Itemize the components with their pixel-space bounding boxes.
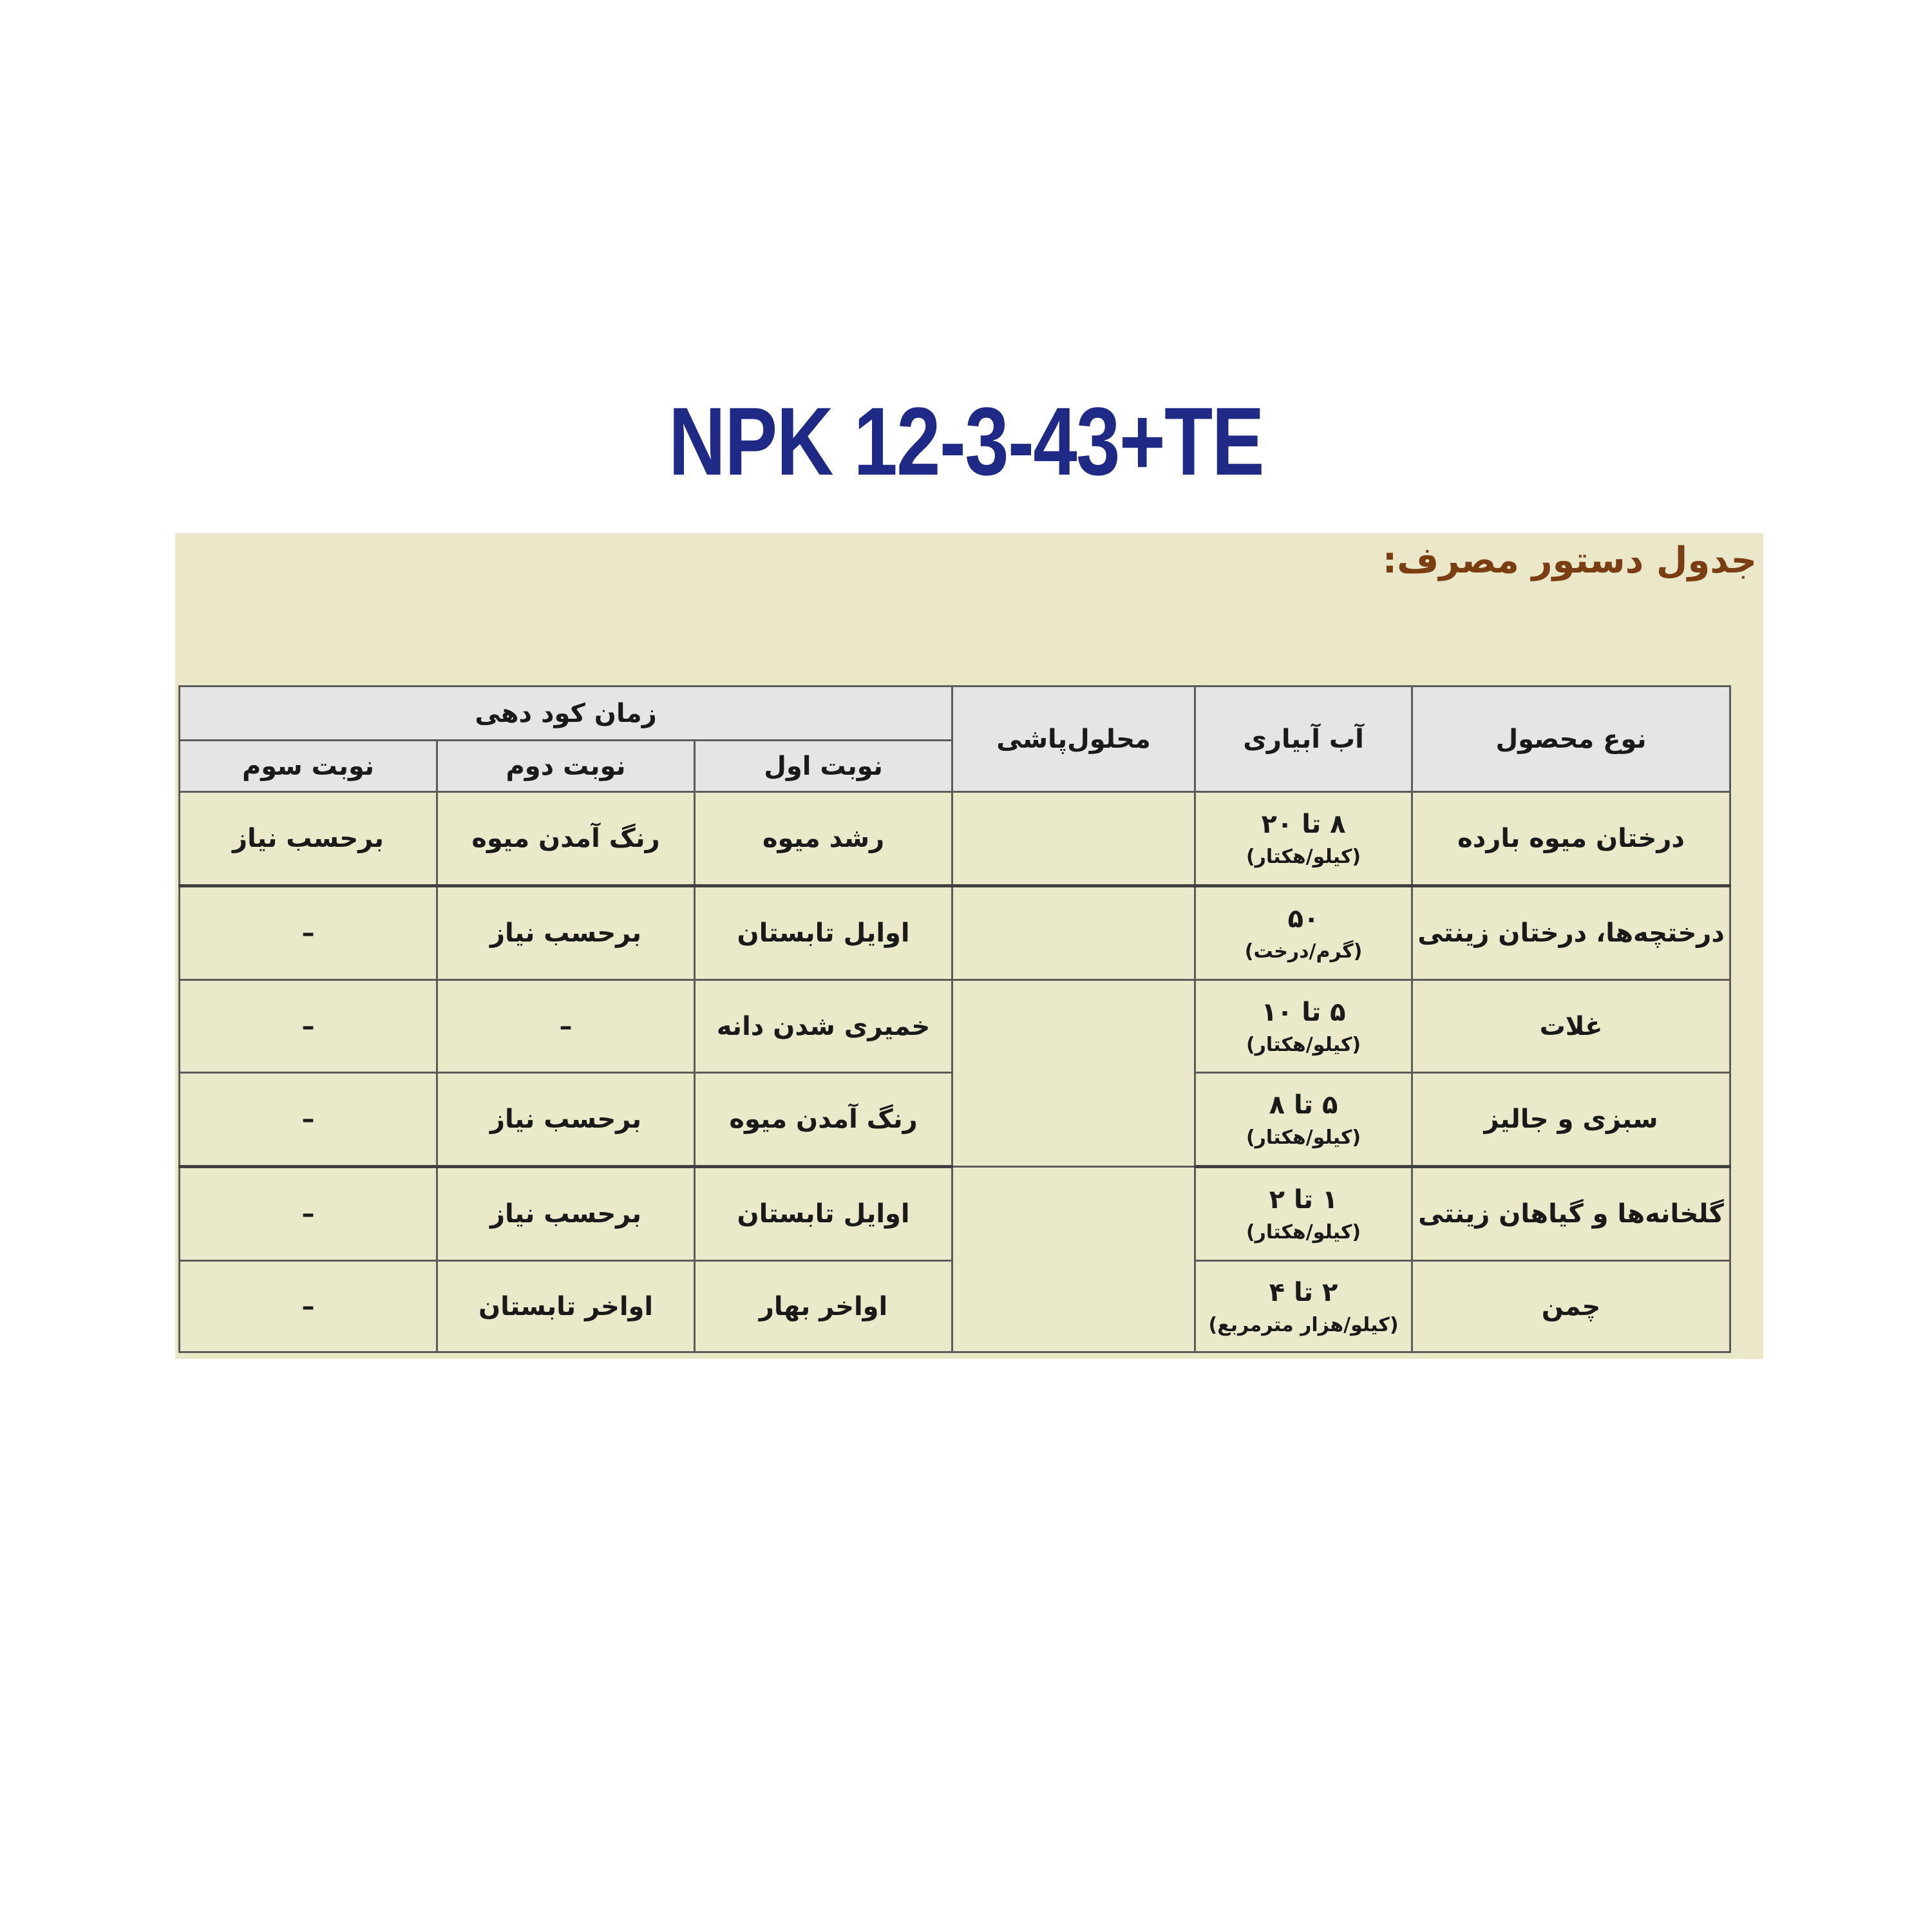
table-row — [180, 792, 1730, 886]
third-round-cell: – — [180, 980, 437, 1073]
header-second-round: نوبت دوم — [437, 741, 695, 792]
foliar-cell — [952, 1167, 1195, 1352]
rate-value: ۱ تا ۲ — [1269, 1185, 1338, 1215]
header-product-type: نوع محصول — [1412, 687, 1730, 792]
product-title: NPK 12-3-43+TE — [668, 387, 1264, 495]
second-round-cell: برحسب نیاز — [437, 1073, 695, 1167]
first-round-cell: اواخر بهار — [695, 1261, 952, 1352]
header-third-round: نوبت سوم — [180, 741, 437, 792]
table-row — [180, 1167, 1730, 1261]
foliar-cell — [952, 792, 1195, 886]
header-first-round: نوبت اول — [695, 741, 952, 792]
header-foliar: محلول‌پاشی — [952, 687, 1195, 792]
third-round-cell: برحسب نیاز — [180, 792, 437, 886]
second-round-cell: – — [437, 980, 695, 1073]
third-round-cell: – — [180, 886, 437, 980]
rate-unit: (گرم/درخت) — [1244, 940, 1363, 963]
irrigation-rate-cell — [1195, 1261, 1412, 1352]
irrigation-rate-cell — [1195, 1167, 1412, 1261]
first-round-cell: اوایل تابستان — [695, 886, 952, 980]
rate-unit: (کیلو/هکتار) — [1245, 846, 1361, 868]
table-row — [180, 980, 1730, 1073]
product-cell: گلخانه‌ها و گیاهان زینتی — [1412, 1167, 1730, 1261]
first-round-cell: رشد میوه — [695, 792, 952, 886]
rate-unit: (کیلو/هکتار) — [1245, 1033, 1361, 1056]
rate-value: ۵۰ — [1287, 904, 1320, 934]
irrigation-rate-cell — [1195, 886, 1412, 980]
product-cell: درختان میوه بارده — [1412, 792, 1730, 886]
product-cell: چمن — [1412, 1261, 1730, 1352]
header-timing-group: زمان کود دهی — [180, 687, 952, 741]
third-round-cell: – — [180, 1261, 437, 1352]
second-round-cell: رنگ آمدن میوه — [437, 792, 695, 886]
first-round-cell: اوایل تابستان — [695, 1167, 952, 1261]
usage-panel — [175, 533, 1763, 1359]
rate-unit: (کیلو/هزار مترمربع) — [1208, 1313, 1399, 1336]
rate-value: ۸ تا ۲۰ — [1261, 810, 1346, 839]
irrigation-rate-cell — [1195, 792, 1412, 886]
second-round-cell: برحسب نیاز — [437, 1167, 695, 1261]
usage-table — [178, 685, 1731, 1353]
table-row — [180, 886, 1730, 980]
rate-unit: (کیلو/هکتار) — [1245, 1221, 1361, 1244]
rate-value: ۵ تا ۸ — [1269, 1090, 1338, 1120]
irrigation-rate-cell — [1195, 980, 1412, 1073]
second-round-cell: برحسب نیاز — [437, 886, 695, 980]
irrigation-rate-cell — [1195, 1073, 1412, 1167]
header-irrigation: آب آبیاری — [1195, 687, 1412, 792]
second-round-cell: اواخر تابستان — [437, 1261, 695, 1352]
product-cell: غلات — [1412, 980, 1730, 1073]
foliar-cell — [952, 980, 1195, 1167]
third-round-cell: – — [180, 1167, 437, 1261]
rate-value: ۲ تا ۴ — [1269, 1277, 1338, 1307]
rate-value: ۵ تا ۱۰ — [1261, 997, 1346, 1027]
third-round-cell: – — [180, 1073, 437, 1167]
usage-table-heading: جدول دستور مصرف: — [1382, 540, 1757, 582]
first-round-cell: خمیری شدن دانه — [695, 980, 952, 1073]
rate-unit: (کیلو/هکتار) — [1245, 1126, 1361, 1149]
product-cell: سبزی و جالیز — [1412, 1073, 1730, 1167]
foliar-cell — [952, 886, 1195, 980]
product-cell: درختچه‌ها، درختان زینتی — [1412, 886, 1730, 980]
first-round-cell: رنگ آمدن میوه — [695, 1073, 952, 1167]
